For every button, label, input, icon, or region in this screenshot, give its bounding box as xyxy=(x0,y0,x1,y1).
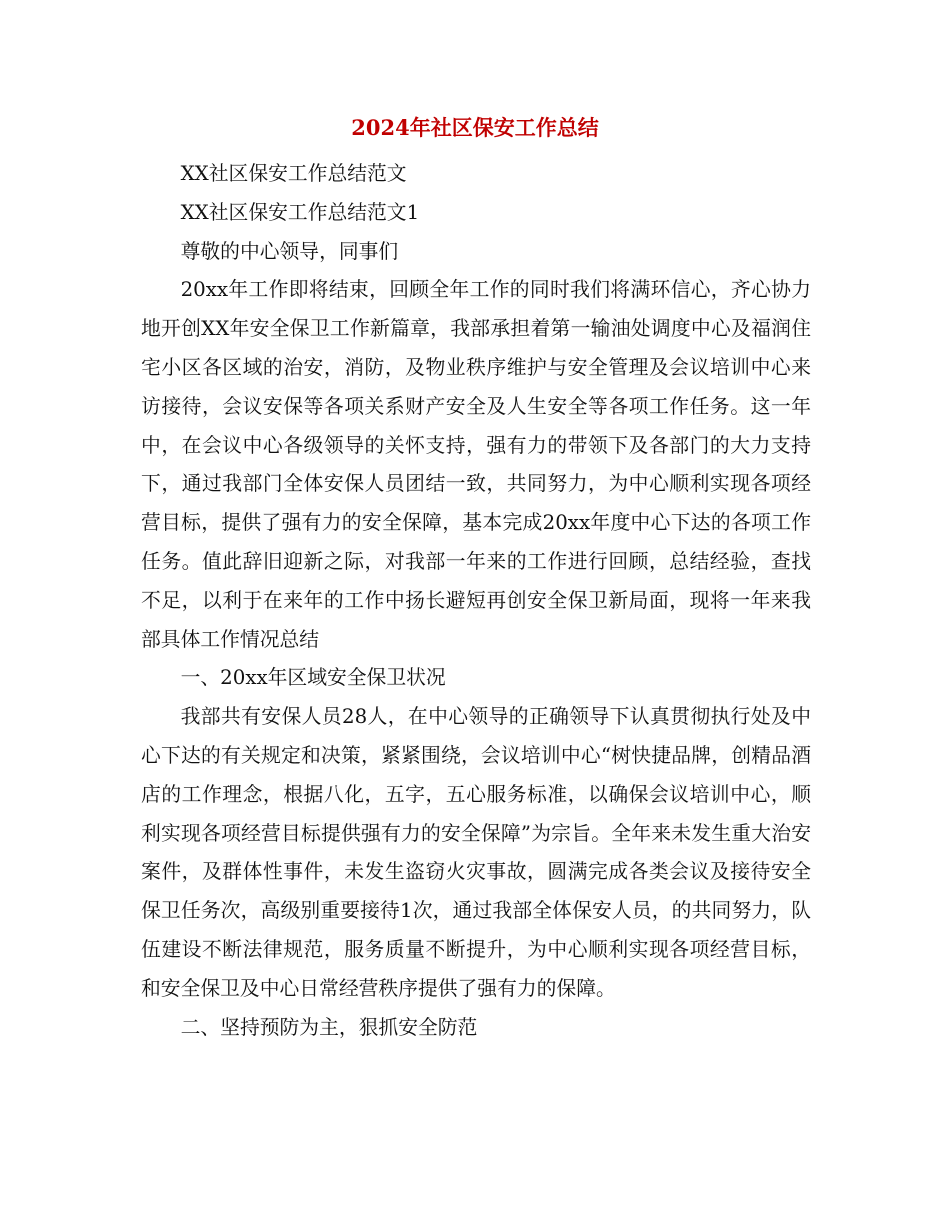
paragraph-salutation: 尊敬的中心领导，同事们 xyxy=(180,239,399,263)
document-body xyxy=(141,155,811,1047)
paragraph-intro: 20xx年工作即将结束，回顾全年工作的同时我们将满环信心，齐心协力地开创XX年安全保卫工作新篇章，我部承担着第一输油处调度中心及福润住宅小区各区域的治安，消防，及物业秩序维护与安全管理及会议培训中心来访接待，会议安保等各项关系财产安全及人生安全等各项工作任务。这一年中，在会议中心各级领导的关怀支持，强有力的带领下及各部门的大力支持下，通过我部门全体安保人员团结一致，共同努力，为中心顺利实现各项经营目标，提供了强有力的安全保障，基本完成20xx年度中心下达的各项工作任务。值此辞旧迎新之际，对我部一年来的工作进行回顾，总结经验，查找不足，以利于在来年的工作中扬长避短再创安全保卫新局面，现将一年来我部具体工作情况总结 xyxy=(141,278,811,651)
section-heading-2: 二、坚持预防为主，狠抓安全防范 xyxy=(180,1015,478,1039)
document-title: 2024年社区保安工作总结 xyxy=(351,115,599,140)
section-heading-1: 一、20xx年区域安全保卫状况 xyxy=(180,666,446,690)
paragraph-section-1: 我部共有安保人员28人，在中心领导的正确领导下认真贯彻执行处及中心下达的有关规定和决策，紧紧围绕，会议培训中心“树快捷品牌，创精品酒店的工作理念，根据八化，五字，五心服务标准，以确保会议培训中心，顺利实现各项经营目标提供强有力的安全保障”为宗旨。全年来未发生重大治安案件，及群体性事件，未发生盗窃火灾事故，圆满完成各类会议及接待安全保卫任务次，高级别重要接待1次，通过我部全体保安人员，的共同努力，队伍建设不断法律规范，服务质量不断提升，为中心顺利实现各项经营目标，和安全保卫及中心日常经营秩序提供了强有力的保障。 xyxy=(141,705,811,1000)
paragraph-subtitle-1: XX社区保安工作总结范文1 xyxy=(180,200,420,224)
paragraph-subtitle: XX社区保安工作总结范文 xyxy=(180,162,407,185)
